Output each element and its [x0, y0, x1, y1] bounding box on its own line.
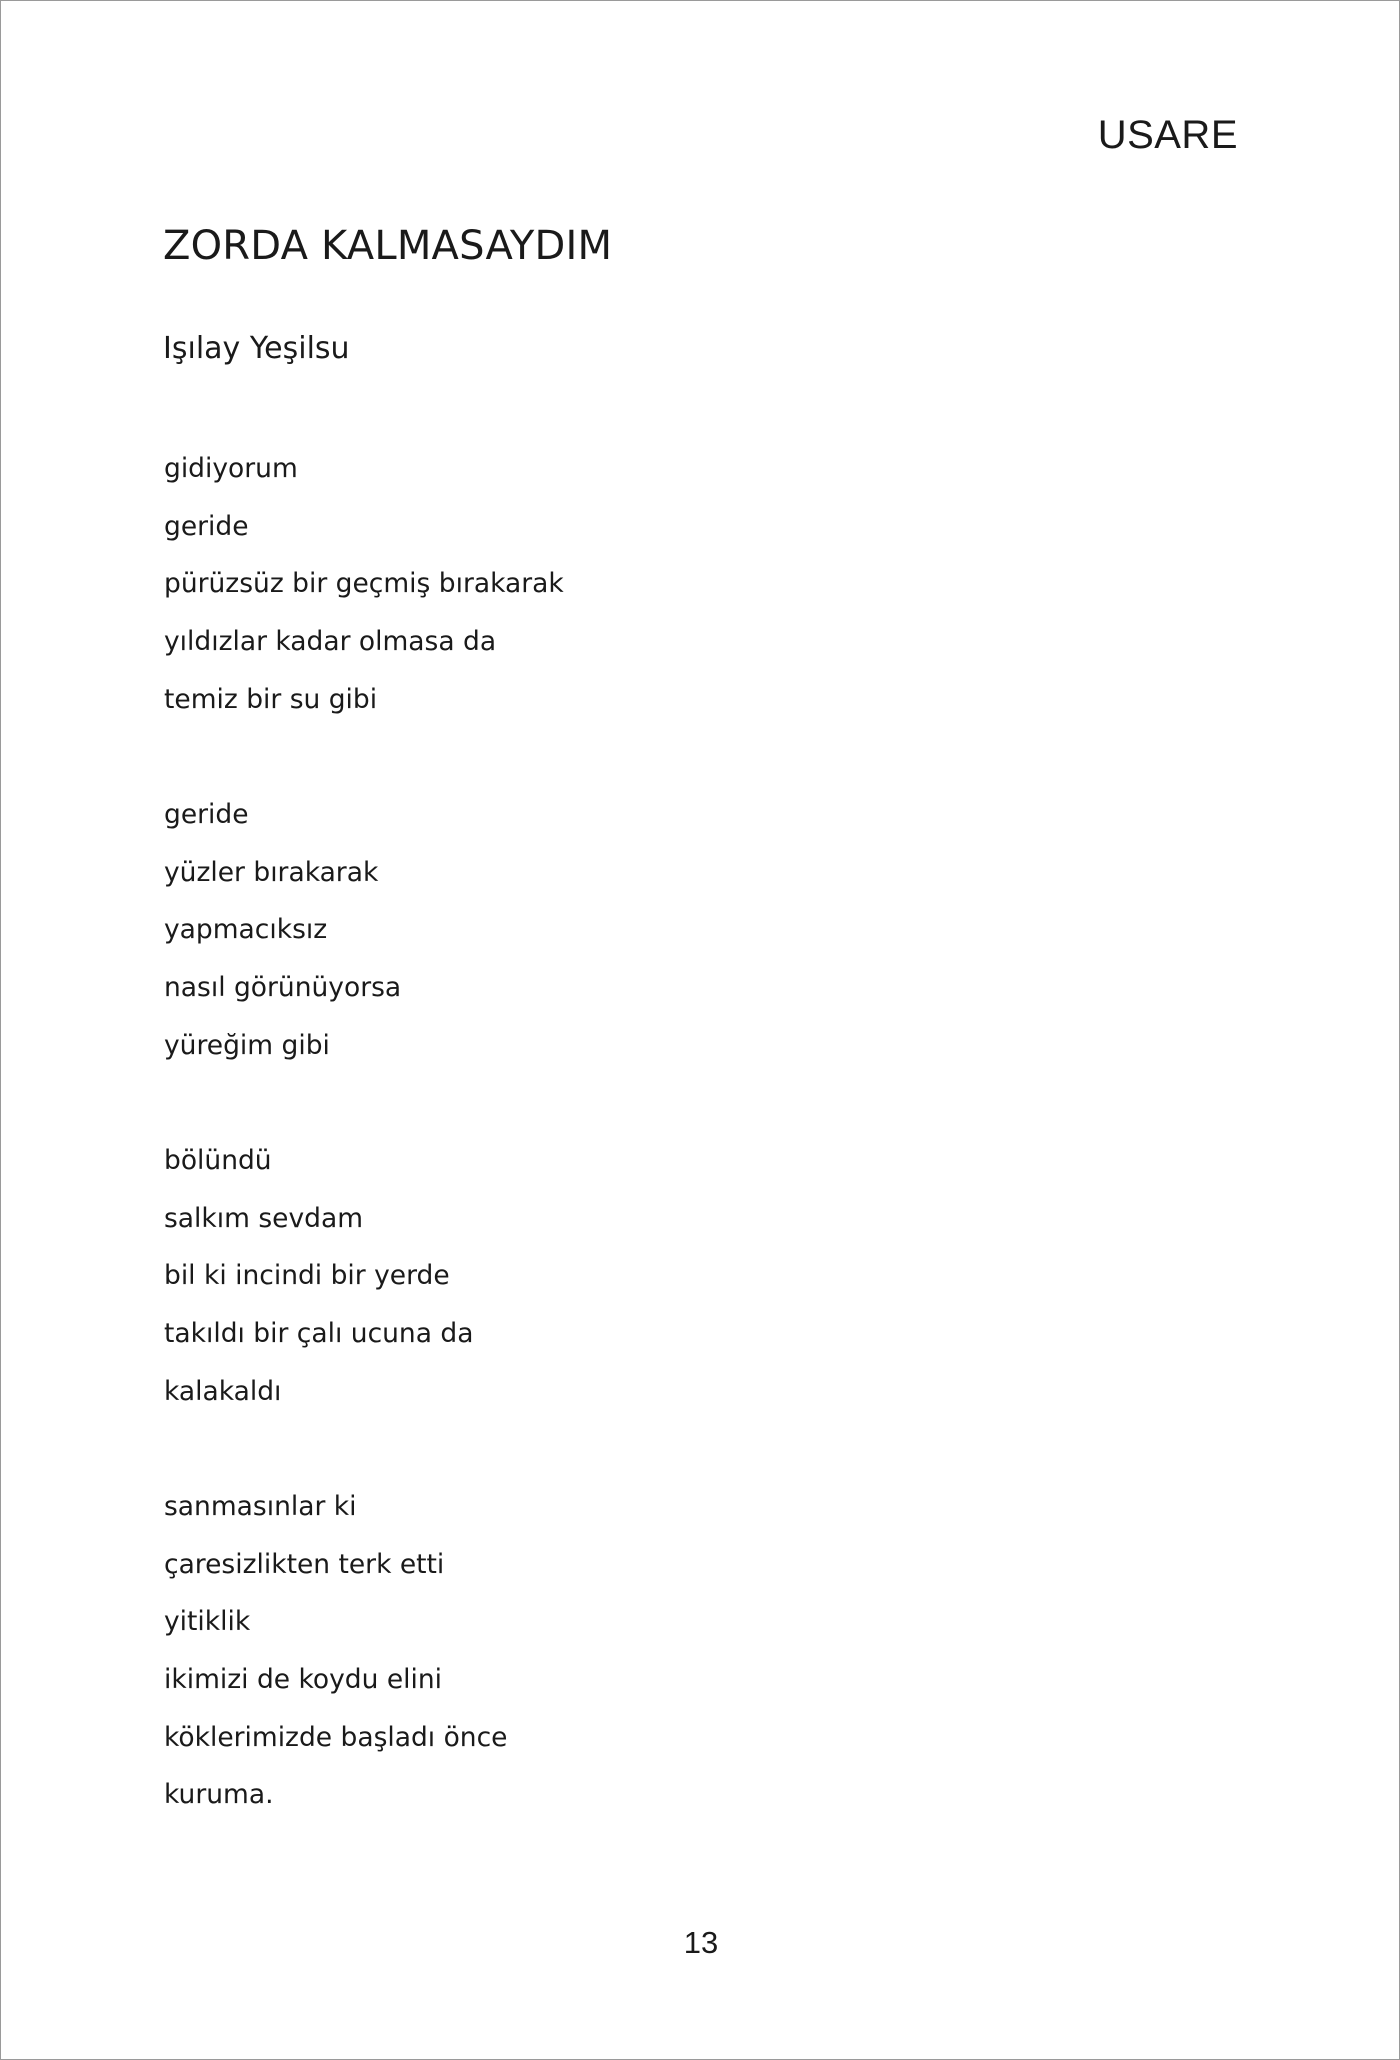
- poem-line: bil ki incindi bir yerde: [164, 1260, 450, 1292]
- poem-line: geride: [164, 798, 249, 830]
- poem-line: ikimizi de koydu elini: [164, 1663, 443, 1695]
- poem-line: gidiyorum: [164, 453, 298, 484]
- poem-body: [164, 449, 564, 1890]
- poem-line: çaresizlikten terk etti: [164, 1548, 445, 1580]
- poem-title: ZORDA KALMASAYDIM: [163, 223, 613, 269]
- poem-line: bölündü: [164, 1144, 272, 1176]
- poem-author: Işılay Yeşilsu: [163, 331, 350, 366]
- poem-line: kalakaldı: [164, 1375, 282, 1407]
- poem-line: geride: [164, 510, 249, 542]
- poem-line: yüreğim gibi: [164, 1029, 330, 1061]
- poem-line: yitiklik: [164, 1606, 251, 1638]
- stanza-2: [164, 795, 564, 1083]
- poem-line: yapmacıksız: [164, 914, 328, 946]
- poem-line: temiz bir su gibi: [164, 683, 378, 715]
- poem-line: sanmasınlar ki: [164, 1490, 357, 1522]
- poem-line: takıldı bir çalı ucuna da: [164, 1317, 474, 1349]
- stanza-3: [164, 1141, 564, 1429]
- stanza-4: [164, 1487, 564, 1833]
- poem-line: kuruma.: [164, 1779, 274, 1811]
- poem-line: köklerimizde başladı önce: [164, 1721, 508, 1753]
- stanza-1: [164, 449, 564, 737]
- poem-line: pürüzsüz bir geçmiş bırakarak: [164, 568, 564, 600]
- poem-line: yıldızlar kadar olmasa da: [164, 626, 497, 658]
- poem-line: salkım sevdam: [164, 1202, 364, 1234]
- journal-name: USARE: [1097, 113, 1238, 157]
- page-number: 13: [683, 1925, 719, 1960]
- poem-line: nasıl görünüyorsa: [164, 972, 402, 1003]
- poem-line: yüzler bırakarak: [164, 856, 379, 888]
